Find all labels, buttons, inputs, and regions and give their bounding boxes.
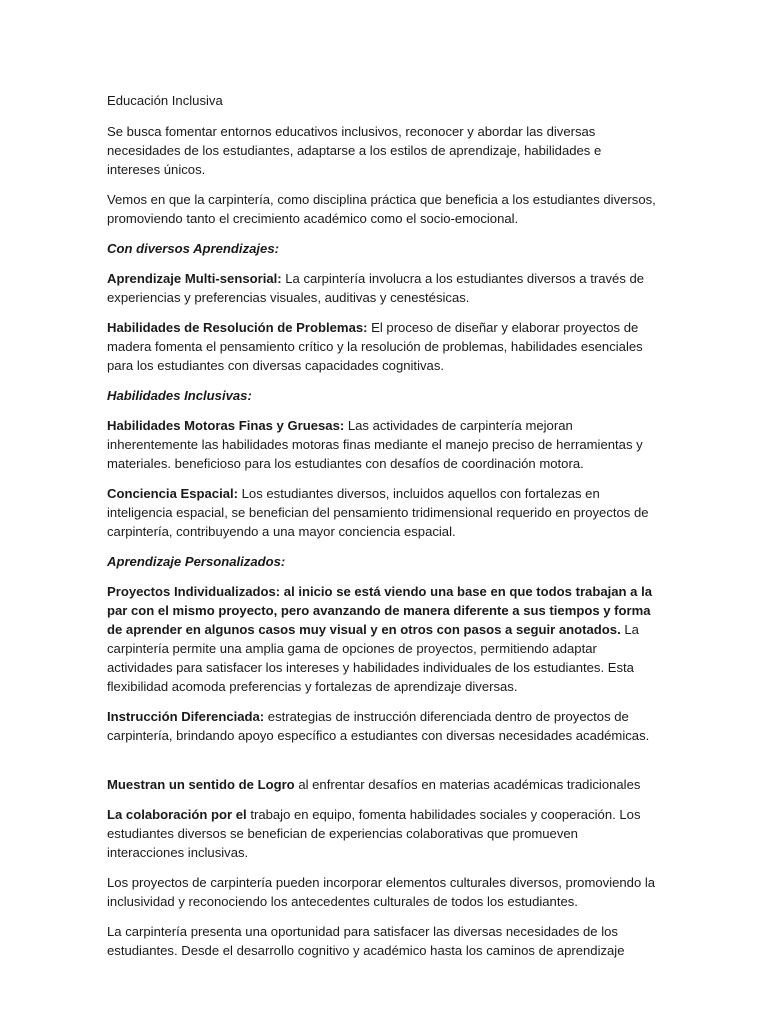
multisensorial-paragraph [107,269,658,307]
problem-solving-paragraph [107,318,658,375]
differentiated-instruction-paragraph [107,707,658,745]
achievement-text: al enfrentar desafíos en materias académicas tradicionales [294,777,641,792]
section-heading-diverse-learning: Con diversos Aprendizajes: [107,241,279,256]
collaboration-text: trabajo en equipo, fomenta habilidades sociales y cooperación. Los estudiantes diversos se benefician de experiencias colaborativas que promueven interacciones inclusivas. [107,807,641,860]
individual-projects-label: Proyectos Individualizados: al inicio se está viendo una base en que todos trabajan a la par con el mismo proyecto, pero avanzando de manera diferente a sus tiempos y forma de aprender en algunos casos muy visual y en otros con pasos a seguir anotados. [107,584,652,637]
cultural-paragraph: Los proyectos de carpintería pueden incorporar elementos culturales diversos, promoviendo la inclusividad y reconociendo los antecedentes culturales de todos los estudiantes. [107,875,656,909]
section-heading-personalized-learning: Aprendizaje Personalizados: [107,554,286,569]
motor-skills-paragraph [107,416,658,473]
multisensorial-label: Aprendizaje Multi-sensorial: [107,271,282,286]
achievement-paragraph [107,775,658,794]
carpentry-paragraph: Vemos en que la carpintería, como disciplina práctica que beneficia a los estudiantes diversos, promoviendo tanto el crecimiento académico como el socio-emocional. [107,192,656,226]
spatial-awareness-label: Conciencia Espacial: [107,486,238,501]
blank-line [107,756,658,775]
motor-skills-label: Habilidades Motoras Finas y Gruesas: [107,418,345,433]
section-heading-inclusive-skills: Habilidades Inclusivas: [107,388,252,403]
problem-solving-text: El proceso de diseñar y elaborar proyectos de madera fomenta el pensamiento crítico y la resolución de problemas, habilidades esenciales para los estudiantes con diversas capacidades cognitivas. [107,320,643,373]
spatial-awareness-text: Los estudiantes diversos, incluidos aquellos con fortalezas en inteligencia espacial, se benefician del pensamiento tridimensional requerido en proyectos de carpintería, contribuyendo a una mayor conciencia espacial. [107,486,649,539]
collaboration-label: La colaboración por el [107,807,247,822]
collaboration-paragraph [107,805,658,862]
document-title: Educación Inclusiva [107,93,223,108]
final-paragraph: La carpintería presenta una oportunidad para satisfacer las diversas necesidades de los estudiantes. Desde el desarrollo cognitivo y académico hasta los caminos de aprendizaje [107,924,625,958]
intro-paragraph: Se busca fomentar entornos educativos inclusivos, reconocer y abordar las diversas necesidades de los estudiantes, adaptarse a los estilos de aprendizaje, habilidades e intereses únicos. [107,124,602,177]
individual-projects-text: La carpintería permite una amplia gama de opciones de proyectos, permitiendo adaptar actividades para satisfacer los intereses y habilidades individuales de los estudiantes. Esta flexibilidad acomoda preferencias y fortalezas de aprendizaje diversas. [107,622,639,694]
individual-projects-paragraph [107,582,658,696]
achievement-label: Muestran un sentido de Logro [107,777,295,792]
spatial-awareness-paragraph [107,484,658,541]
problem-solving-label: Habilidades de Resolución de Problemas: [107,320,368,335]
motor-skills-text: Las actividades de carpintería mejoran inherentemente las habilidades motoras finas mediante el manejo preciso de herramientas y materiales. beneficioso para los estudiantes con desafíos de coordinación motora. [107,418,643,471]
differentiated-instruction-text: estrategias de instrucción diferenciada dentro de proyectos de carpintería, brindando apoyo específico a estudiantes con diversas necesidades académicas. [107,709,650,743]
multisensorial-text: La carpintería involucra a los estudiantes diversos a través de experiencias y preferencias visuales, auditivas y cenestésicas. [107,271,645,305]
differentiated-instruction-label: Instrucción Diferenciada: [107,709,265,724]
